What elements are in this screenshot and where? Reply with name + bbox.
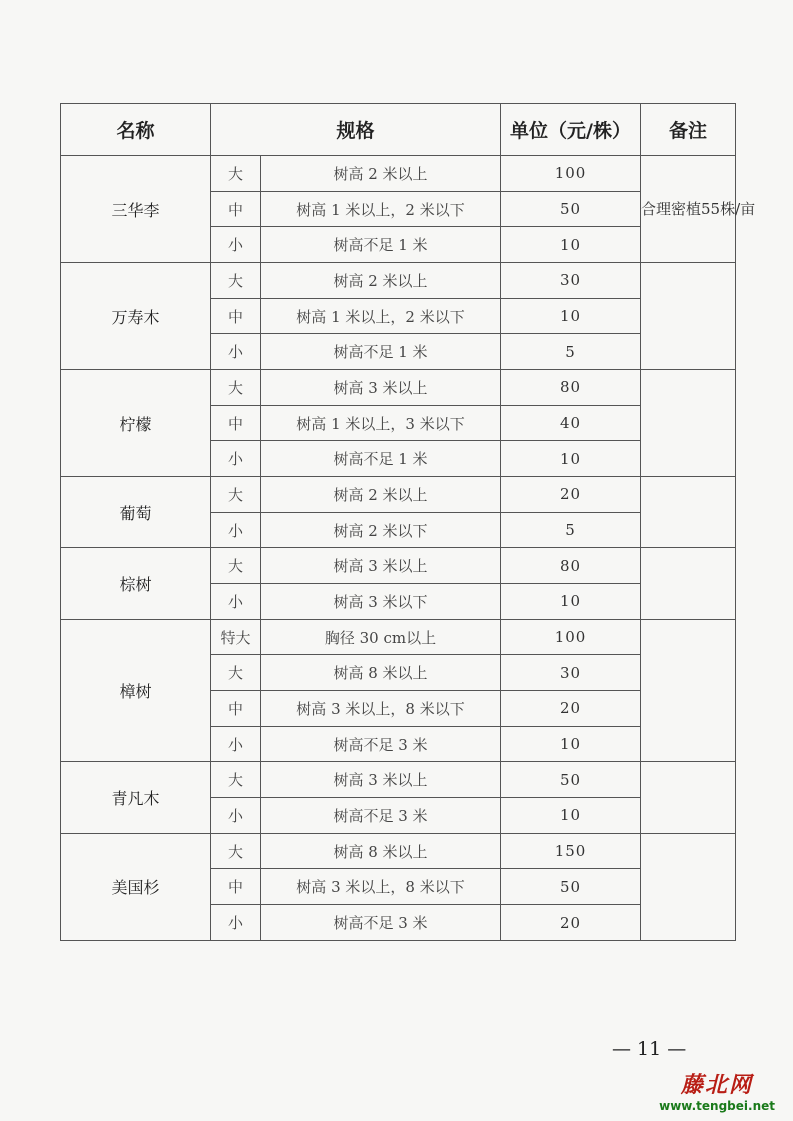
note-cell — [641, 548, 736, 619]
spec-text: 树高不足 3 米 — [261, 726, 501, 762]
tree-name: 樟树 — [61, 619, 211, 762]
price-value: 10 — [501, 584, 641, 620]
size-grade: 中 — [211, 691, 261, 727]
spec-text: 树高 1 米以上，3 米以下 — [261, 405, 501, 441]
size-grade: 大 — [211, 833, 261, 869]
size-grade: 大 — [211, 762, 261, 798]
spec-text: 树高 3 米以上 — [261, 548, 501, 584]
price-value: 10 — [501, 441, 641, 477]
price-table — [60, 103, 756, 941]
watermark-logo: 藤北网 — [681, 1072, 754, 1098]
table-row — [61, 762, 736, 798]
tree-name: 美国杉 — [61, 833, 211, 940]
spec-text: 树高不足 3 米 — [261, 798, 501, 834]
table-row — [61, 477, 736, 513]
note-cell — [641, 477, 736, 548]
price-value: 50 — [501, 191, 641, 227]
size-grade: 大 — [211, 655, 261, 691]
page-number: — 11 — — [612, 1038, 687, 1060]
price-value: 20 — [501, 905, 641, 941]
tree-name: 葡萄 — [61, 477, 211, 548]
size-grade: 小 — [211, 798, 261, 834]
table-row — [61, 370, 736, 406]
header-spec: 规格 — [211, 104, 501, 156]
spec-text: 树高 3 米以上，8 米以下 — [261, 869, 501, 905]
size-grade: 中 — [211, 191, 261, 227]
size-grade: 小 — [211, 905, 261, 941]
size-grade: 特大 — [211, 619, 261, 655]
price-value: 80 — [501, 370, 641, 406]
table-header-row — [61, 104, 736, 156]
price-value: 150 — [501, 833, 641, 869]
table-row — [61, 619, 736, 655]
spec-text: 胸径 30 cm以上 — [261, 619, 501, 655]
tree-name: 青凡木 — [61, 762, 211, 833]
price-value: 50 — [501, 762, 641, 798]
size-grade: 大 — [211, 477, 261, 513]
spec-text: 树高不足 3 米 — [261, 905, 501, 941]
table-row — [61, 548, 736, 584]
note-cell — [641, 833, 736, 940]
spec-text: 树高 3 米以上，8 米以下 — [261, 691, 501, 727]
spec-text: 树高 2 米以上 — [261, 156, 501, 192]
size-grade: 中 — [211, 405, 261, 441]
spec-text: 树高不足 1 米 — [261, 227, 501, 263]
note-cell — [641, 263, 736, 370]
spec-text: 树高 1 米以上，2 米以下 — [261, 191, 501, 227]
table-row — [61, 833, 736, 869]
price-value: 5 — [501, 334, 641, 370]
spec-text: 树高不足 1 米 — [261, 441, 501, 477]
price-value: 80 — [501, 548, 641, 584]
size-grade: 中 — [211, 298, 261, 334]
header-note: 备注 — [641, 104, 736, 156]
size-grade: 大 — [211, 370, 261, 406]
size-grade: 小 — [211, 512, 261, 548]
tree-name: 柠檬 — [61, 370, 211, 477]
size-grade: 小 — [211, 584, 261, 620]
spec-text: 树高 2 米以上 — [261, 263, 501, 299]
size-grade: 小 — [211, 441, 261, 477]
price-value: 5 — [501, 512, 641, 548]
tree-name: 万寿木 — [61, 263, 211, 370]
spec-text: 树高 2 米以下 — [261, 512, 501, 548]
tree-name: 棕树 — [61, 548, 211, 619]
watermark — [659, 1068, 775, 1113]
size-grade: 小 — [211, 334, 261, 370]
tree-name: 三华李 — [61, 156, 211, 263]
table-row — [61, 156, 736, 192]
watermark-url: www.tengbei.net — [659, 1099, 775, 1113]
header-unit: 单位（元/株） — [501, 104, 641, 156]
price-value: 20 — [501, 477, 641, 513]
spec-text: 树高 8 米以上 — [261, 833, 501, 869]
price-value: 30 — [501, 655, 641, 691]
spec-text: 树高 2 米以上 — [261, 477, 501, 513]
note-cell — [641, 619, 736, 762]
price-value: 100 — [501, 619, 641, 655]
size-grade: 大 — [211, 156, 261, 192]
spec-text: 树高 3 米以下 — [261, 584, 501, 620]
spec-text: 树高 3 米以上 — [261, 762, 501, 798]
note-cell — [641, 370, 736, 477]
price-value: 10 — [501, 227, 641, 263]
spec-text: 树高不足 1 米 — [261, 334, 501, 370]
size-grade: 大 — [211, 548, 261, 584]
price-value: 20 — [501, 691, 641, 727]
header-name: 名称 — [61, 104, 211, 156]
price-value: 40 — [501, 405, 641, 441]
size-grade: 小 — [211, 726, 261, 762]
note-cell — [641, 762, 736, 833]
price-value: 100 — [501, 156, 641, 192]
spec-text: 树高 8 米以上 — [261, 655, 501, 691]
price-value: 10 — [501, 298, 641, 334]
price-value: 10 — [501, 726, 641, 762]
price-value: 10 — [501, 798, 641, 834]
spec-text: 树高 1 米以上，2 米以下 — [261, 298, 501, 334]
size-grade: 小 — [211, 227, 261, 263]
table-row — [61, 263, 736, 299]
price-value: 30 — [501, 263, 641, 299]
spec-text: 树高 3 米以上 — [261, 370, 501, 406]
table-body — [61, 156, 756, 941]
note-cell: 合理密植55株/亩 — [641, 156, 736, 263]
size-grade: 大 — [211, 263, 261, 299]
size-grade: 中 — [211, 869, 261, 905]
price-value: 50 — [501, 869, 641, 905]
